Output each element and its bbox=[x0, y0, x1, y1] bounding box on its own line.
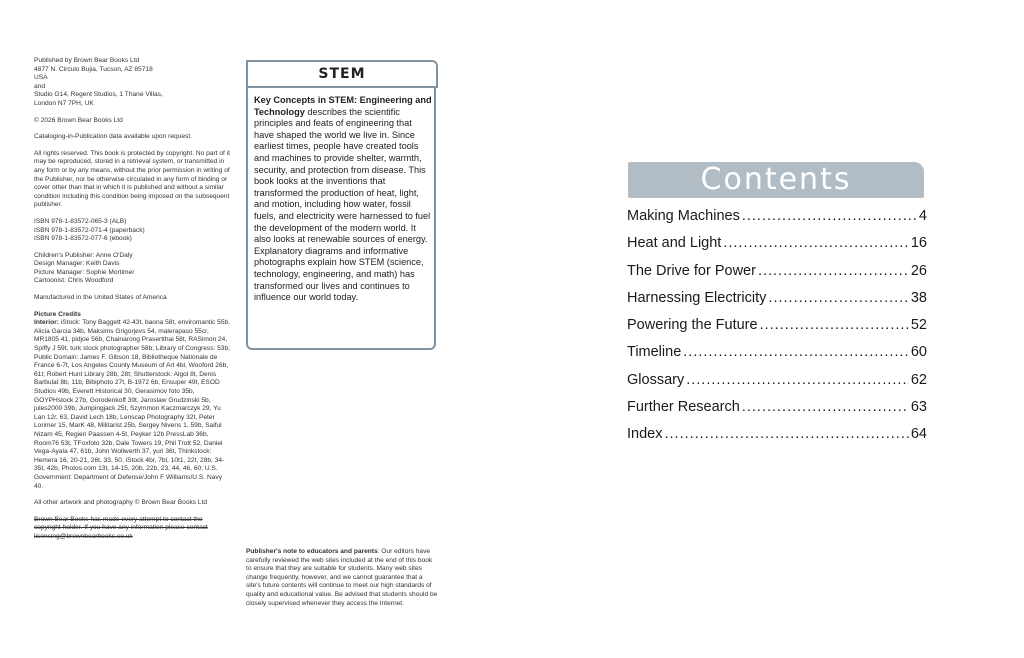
stem-description bbox=[254, 95, 432, 304]
toc-label: Making Machines bbox=[627, 208, 740, 224]
toc-entry bbox=[627, 290, 927, 317]
toc-page: 63 bbox=[910, 399, 927, 416]
staff-line: Cartoonist: Chris Woodford bbox=[34, 277, 114, 285]
toc-entry bbox=[627, 208, 927, 235]
imprint-page bbox=[34, 57, 230, 550]
toc-leader bbox=[664, 426, 908, 442]
stem-book-title: Key Concepts in STEM: Engineering and Technology bbox=[254, 95, 432, 117]
publishers-note-heading: Publisher's note to educators and parents bbox=[246, 548, 378, 555]
toc-entry bbox=[627, 344, 927, 371]
toc-label: Harnessing Electricity bbox=[627, 289, 767, 306]
publishers-note bbox=[246, 548, 438, 608]
other-artwork-line: All other artwork and photography © Brown Bear Books Ltd bbox=[34, 499, 208, 507]
address-line: Studio G14, Regent Studios, 1 Thane Villas, bbox=[34, 91, 163, 99]
toc-label: The Drive for Power bbox=[627, 262, 756, 279]
toc-leader bbox=[768, 290, 908, 306]
interior-credits: iStock: Tony Baggett 42-43t, baona 58t, enviromantic 55b, Alicia Garcia 34b, Maksims Grigorjevs 54, malerapaso 55cr, MR1805 41, pidjoe 56b, Chainarong Prasertthai 58t, RASimon 24, Spiffy J 59t, turk stock photographer 58b; Library of Congress: 53b; Public Domain: James F. Gibson 18, Bibliotheque Nationale de France 6-7t, Los Angeles County Museum of Art 4bl, Wooford 26b, 61t; Robert Hunt Library 28b, 28t; Shutterstock: Algol 8t, Denis Barbulat 8b, 11b, Bibiphoto 27t, B-1972 6b, Ensuper 49t, ESOD Studios 49b, Everett Historical 30, Gerasimov foto 35b, GOYPHstock 27b, Gorodenkoff 39t, Jaroslaw Grudzinski 5b, jules2000 39b, Jumpingjack 25t, Szymmon Kaczmarczyk 29, Yu Lan 12r, 63, David Lech 18b, Lenscap Photography 32t, Peter Lorimer 15, MarK 48, Militarist 25b, Sergey Nivens 1, 59b, Saiful Nizam 45, Regien Paassen 4-5t, Peyker 12b PressLab 36b, Room76 53t, TFoxfoto 32b, Dale Towers 19, Phil Trott 52, Daniel Vega-Ayala 47, 61b, John Wollwerth 37, yuri 36t, Thinkstock: Hemera 16, 20-21, 26t, 33, 50, iStock 4br, 7bl, 10t1, 22t, 28b, 34-35t, 42b, Photos.com 13t, 14-15, 20b, 22b, 23, 44, 46, 60; U.S. Government: Department of Defense/John F Williams/U.S. Navy 40. bbox=[34, 319, 230, 490]
address-line: 4877 N. Circulo Bujia, Tucson, AZ 85718 bbox=[34, 65, 153, 73]
toc-entry bbox=[627, 235, 927, 262]
toc-entry bbox=[627, 399, 927, 426]
interior-label: Interior: bbox=[34, 319, 59, 327]
toc-label: Further Research bbox=[627, 399, 740, 416]
stem-body-text: describes the scientific principles and feats of engineering that have shaped the world we live in. Since earliest times, people have created tools and machines to provide shelter, warmth, security, and protection from disease. This book looks at the inventions that transformed the production of heat, light, and motion, including how water, fossil fuels, and electricity were harnessed to fuel the development of the modern world. It also looks at renewable sources of energy. Explanatory diagrams and informative photographs explain how STEM (science, technology, engineering, and math) has transformed our lives and continues to influence our world today. bbox=[254, 106, 431, 303]
isbn-line: ISBN 978-1-83572-065-3 (ALB) bbox=[34, 217, 127, 225]
staff-line: Picture Manager: Sophie Mortimer bbox=[34, 268, 135, 276]
toc-page: 26 bbox=[910, 262, 927, 279]
rights-statement: All rights reserved. This book is protected by copyright. No part of it may be reproduced, stored in a retrieval system, or transmitted in any form or by any means, without the prior permission in writing of the Publisher, nor be otherwise circulated in any form of binding or cover other than that in which it is published and without a similar condition including this condition being imposed on the subsequent publisher. bbox=[34, 149, 230, 209]
isbn-line: ISBN 978-1-83572-071-4 (paperback) bbox=[34, 226, 145, 234]
picture-credits bbox=[34, 311, 230, 491]
toc-leader bbox=[742, 399, 909, 415]
toc-page: 62 bbox=[910, 371, 927, 388]
cataloging-line: Cataloging-in-Publication data available upon request. bbox=[34, 133, 192, 141]
toc-page: 38 bbox=[910, 289, 927, 306]
toc-leader bbox=[758, 263, 909, 279]
isbn-line: ISBN 978-1-83572-077-6 (ebook) bbox=[34, 235, 132, 243]
picture-credits-heading: Picture Credits bbox=[34, 310, 81, 318]
toc-leader bbox=[742, 208, 917, 224]
address-line: USA bbox=[34, 74, 48, 82]
toc-page: 4 bbox=[918, 208, 927, 224]
staff-line: Children's Publisher: Anne O'Daly bbox=[34, 251, 133, 259]
toc-entry bbox=[627, 372, 927, 399]
toc-leader bbox=[686, 372, 909, 388]
toc-label: Index bbox=[627, 426, 663, 443]
toc-entry bbox=[627, 317, 927, 344]
toc-leader bbox=[760, 317, 909, 333]
contents-banner bbox=[628, 162, 924, 198]
address-line: London N7 7PH, UK bbox=[34, 99, 94, 107]
isbn-block bbox=[34, 218, 230, 244]
staff-line: Design Manager: Keith Davis bbox=[34, 260, 120, 268]
publishers-note-text: : Our editors have carefully reviewed the web sites included at the end of this book to ensure that they are suitable for students. Many web sites change frequently, however, and we cannot guarantee that a site's future contents will continue to meet our high standards of quality and educational value. Be advised that students should be closely supervised whenever they access the Internet. bbox=[246, 548, 438, 607]
contents-title: Contents bbox=[700, 162, 852, 197]
toc-label: Powering the Future bbox=[627, 317, 758, 334]
toc-leader bbox=[683, 344, 909, 360]
address-line: and bbox=[34, 82, 46, 90]
manufactured-line: Manufactured in the United States of America bbox=[34, 294, 167, 302]
publisher-address bbox=[34, 57, 230, 109]
toc-page: 64 bbox=[910, 426, 927, 443]
toc-entry bbox=[627, 426, 927, 453]
stem-tab-label: STEM bbox=[246, 60, 438, 88]
toc-page: 60 bbox=[910, 344, 927, 361]
staff-credits bbox=[34, 252, 230, 286]
contact-line: Brown Bear Books has made every attempt to contact the copyright holder. If you have any information please contact licensing@brownbearbooks.co.uk bbox=[34, 515, 208, 540]
address-line: Published by Brown Bear Books Ltd bbox=[34, 57, 140, 64]
toc-leader bbox=[723, 235, 909, 251]
toc-label: Timeline bbox=[627, 344, 682, 361]
table-of-contents bbox=[627, 208, 927, 454]
toc-label: Heat and Light bbox=[627, 235, 722, 252]
toc-page: 16 bbox=[910, 235, 927, 252]
copyright-line: © 2026 Brown Bear Books Ltd bbox=[34, 116, 123, 124]
stem-info-box bbox=[246, 60, 436, 350]
toc-label: Glossary bbox=[627, 371, 685, 388]
toc-page: 52 bbox=[910, 317, 927, 334]
toc-entry bbox=[627, 263, 927, 290]
